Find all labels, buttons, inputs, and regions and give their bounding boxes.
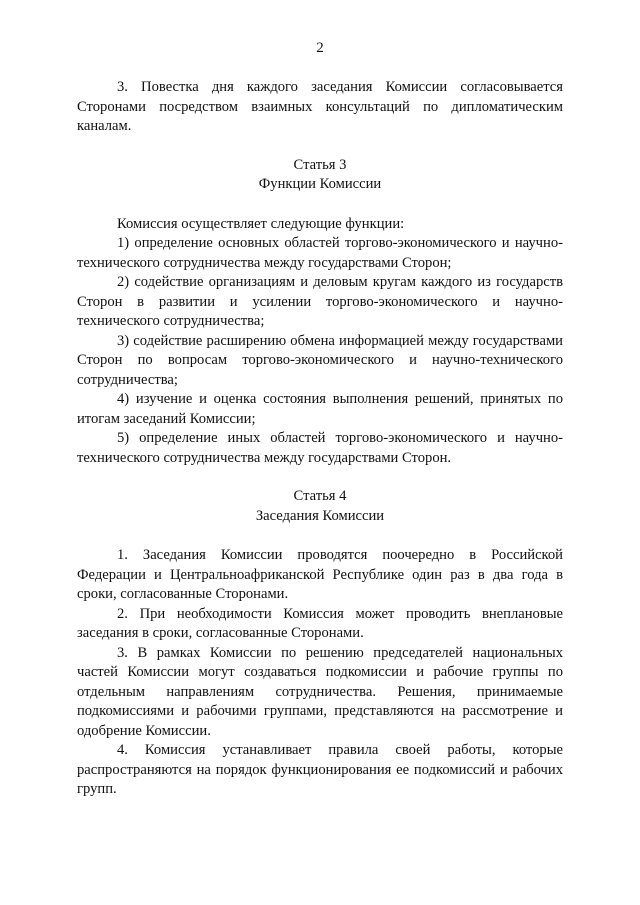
article-3-item-5: 5) определение иных областей торгово-экономического и научно-технического сотрудничества между государствами Сторон. bbox=[77, 430, 563, 466]
article-3-item-3: 3) содействие расширению обмена информацией между государствами Сторон по вопросам торгово-экономического и научно-технического сотрудничества; bbox=[77, 332, 563, 388]
article-4-item-4: 4. Комиссия устанавливает правила своей работы, которые распространяются на порядок функционирования ее подкомиссий и рабочих групп. bbox=[77, 742, 563, 797]
article-3-lead: Комиссия осуществляет следующие функции: bbox=[117, 215, 405, 232]
article-4-title: Заседания Комиссии bbox=[255, 507, 385, 524]
intro-paragraph: 3. Повестка дня каждого заседания Комиссии согласовывается Сторонами посредством взаимных консультаций по дипломатическим каналам. bbox=[77, 79, 563, 134]
article-3-title: Функции Комиссии bbox=[258, 176, 382, 192]
article-3-item-2: 2) содействие организациям и деловым кругам каждого из государств Сторон в развитии и усилении торгово-экономического и научно-технического сотрудничества; bbox=[77, 274, 563, 329]
article-3-item-4: 4) изучение и оценка состояния выполнения решений, принятых по итогам заседаний Комиссии; bbox=[77, 391, 563, 427]
page-number: 2 bbox=[316, 40, 324, 56]
document-body bbox=[77, 78, 563, 800]
article-4-number: Статья 4 bbox=[293, 488, 347, 504]
article-3-number: Статья 3 bbox=[293, 156, 347, 173]
article-4-item-3: 3. В рамках Комиссии по решению председателей национальных частей Комиссии могут создаваться подкомиссии и рабочие группы по отдельным направлениям сотрудничества. Решения, принимаемые подкомиссиями и рабочими группами, представляются на рассмотрение и одобрение Комиссии. bbox=[77, 644, 563, 739]
article-4-item-1: 1. Заседания Комиссии проводятся поочередно в Российской Федерации и Центральноафриканской Республике один раз в два года в сроки, согласованные Сторонами. bbox=[77, 547, 563, 602]
article-4-item-2: 2. При необходимости Комиссия может проводить внеплановые заседания в сроки, согласованные Сторонами. bbox=[77, 605, 563, 641]
article-3-item-1: 1) определение основных областей торгово-экономического и научно-технического сотрудничества между государствами Сторон; bbox=[77, 235, 563, 271]
